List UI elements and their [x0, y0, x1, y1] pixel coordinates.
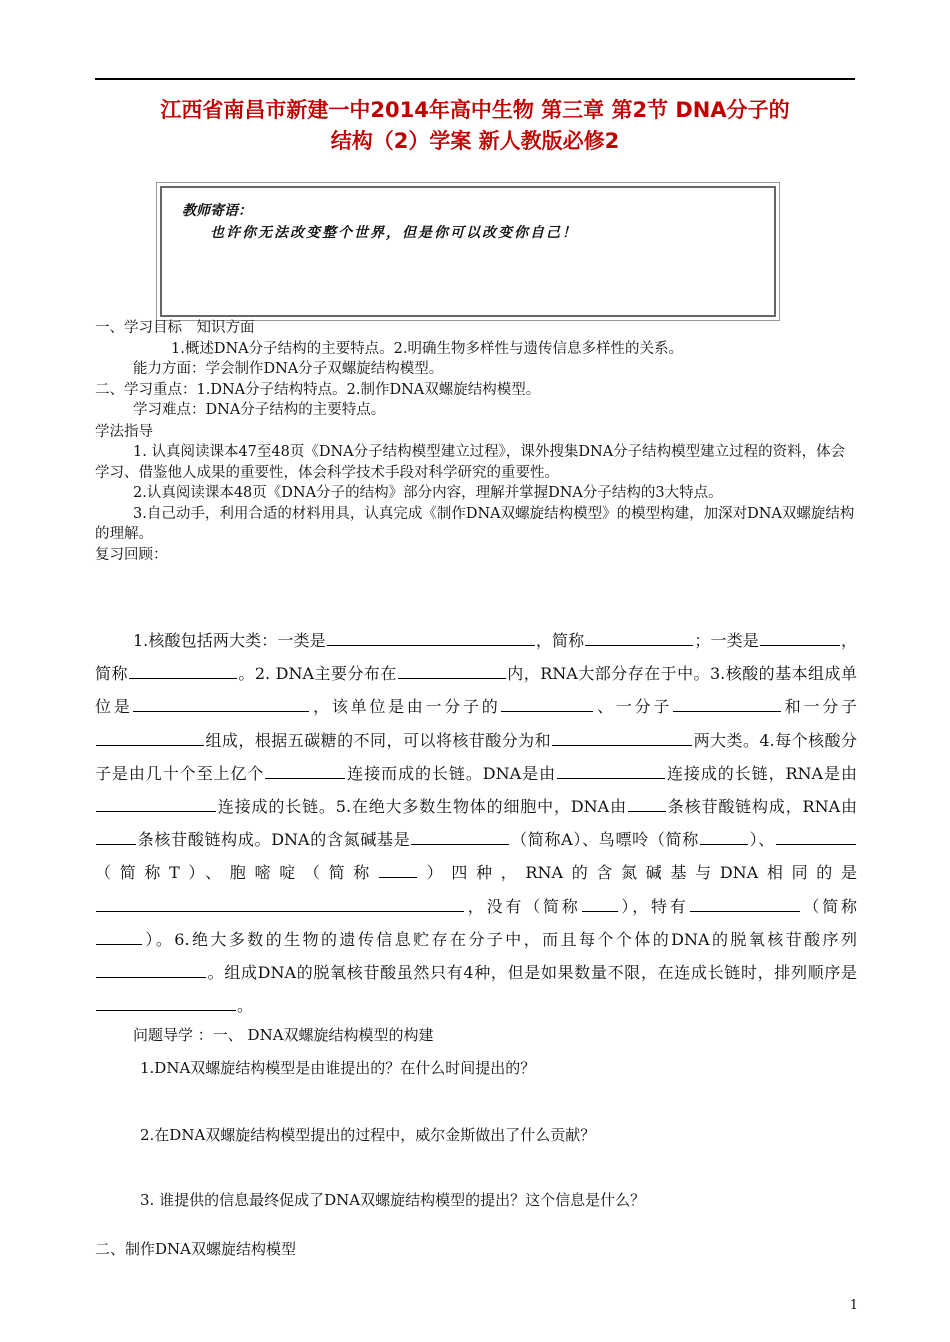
review-text: 连接成的长链，RNA是由: [666, 763, 857, 783]
header-rule: [95, 78, 855, 80]
review-text: 和: [534, 730, 552, 750]
review-text: 。组成DNA的脱氧核苷酸虽然只有4种，但是如果数量不限，在连成长链时，排列顺序是: [207, 963, 857, 983]
fill-blank[interactable]: [96, 829, 136, 845]
fill-blank[interactable]: [133, 696, 309, 712]
review-text: ）四种，RNA的含氮碱基与DNA相同的是: [417, 863, 857, 883]
guide-item-3: 3.自己动手，利用合适的材料用具，认真完成《制作DNA双螺旋结构模型》的模型构建，加深对DNA双螺旋结构的理解。: [95, 505, 855, 542]
document-title: [95, 95, 855, 157]
motto-label: 教师寄语：: [182, 203, 252, 219]
fill-blank[interactable]: [411, 829, 509, 845]
fill-blank[interactable]: [760, 630, 840, 646]
review-section: [95, 624, 857, 1022]
guide-item-2: 2.认真阅读课本48页《DNA分子的结构》部分内容，理解并掌握DNA分子结构的3大特点。: [133, 485, 723, 501]
fill-blank[interactable]: [96, 730, 204, 746]
guide-heading: 学法指导: [95, 423, 153, 440]
review-text: （简称A）、鸟嘌呤（简称: [510, 830, 699, 850]
review-text: （简称T）、胞嘧啶（简称: [95, 863, 378, 883]
review-text: （简称: [800, 896, 857, 916]
review-text: 两大类。4.每个核酸分子是由几十个至上亿个: [95, 730, 857, 783]
fill-blank[interactable]: [96, 995, 236, 1011]
fill-blank[interactable]: [398, 663, 506, 679]
fill-blank[interactable]: [96, 929, 142, 945]
fill-blank[interactable]: [501, 696, 593, 712]
knowledge-objective: 1.概述DNA分子结构的主要特点。2.明确生物多样性与遗传信息多样性的关系。: [171, 340, 683, 357]
objectives-section: [95, 318, 857, 565]
review-text: 条核苷酸链构成。DNA的含氮碱基是: [137, 830, 411, 850]
questions-heading: 问题导学 ：一、 DNA双螺旋结构模型的构建: [133, 1026, 434, 1044]
fill-blank[interactable]: [557, 763, 665, 779]
motto-text: 也许你无法改变整个世界，但是你可以改变你自己！: [210, 225, 578, 241]
page-number: 1: [849, 1298, 858, 1313]
fill-blank[interactable]: [96, 962, 206, 978]
review-text: 内，RNA大部分存在于: [506, 664, 678, 684]
review-text: ，该单位是由一分子的: [310, 697, 501, 717]
question-3: 3. 谁提供的信息最终促成了DNA双螺旋结构模型的提出？这个信息是什么？: [140, 1191, 646, 1209]
fill-blank[interactable]: [582, 896, 618, 912]
review-text: 。2. DNA主要分布在: [237, 664, 397, 684]
fill-blank[interactable]: [265, 763, 345, 779]
objectives-heading: 一、学习目标 知识方面: [95, 320, 255, 336]
question-1: 1.DNA双螺旋结构模型是由谁提出的？在什么时间提出的？: [140, 1059, 536, 1077]
title-line-1: 江西省南昌市新建一中2014年高中生物 第三章 第2节 DNA分子的: [160, 98, 790, 122]
review-text: 组成，根据五碳糖的不同，可以将核苷酸分为: [205, 730, 535, 750]
fill-blank[interactable]: [700, 829, 748, 845]
review-text: 、一分子: [594, 697, 673, 717]
question-2: 2.在DNA双螺旋结构模型提出的过程中，威尔金斯做出了什么贡献？: [140, 1126, 596, 1144]
fill-blank[interactable]: [96, 796, 216, 812]
fill-blank[interactable]: [585, 630, 693, 646]
review-text: 条核苷酸链构成，RNA由: [666, 797, 857, 817]
fill-blank[interactable]: [379, 862, 417, 878]
review-text: ，简称: [95, 631, 857, 684]
teacher-motto-box: [160, 186, 776, 317]
review-text: ，简称: [535, 631, 585, 650]
fill-blank[interactable]: [129, 663, 237, 679]
review-text: 分子中，而且每个个体的DNA的脱氧核苷酸序列: [468, 929, 857, 949]
review-text: 连接成的长链。5.在绝大多数生物体的细胞中，DNA由: [217, 797, 627, 817]
difficulty-points: 学习难点：DNA分子结构的主要特点。: [133, 402, 386, 418]
fill-blank[interactable]: [628, 796, 666, 812]
review-text: 。: [237, 996, 254, 1016]
fill-blank[interactable]: [673, 696, 781, 712]
fill-blank[interactable]: [552, 730, 692, 746]
review-text: ，没有（简称: [465, 896, 581, 916]
section-2-heading: 二、制作DNA双螺旋结构模型: [95, 1240, 296, 1258]
fill-blank[interactable]: [776, 829, 856, 845]
review-text: ）。6.绝大多数的生物的遗传信息贮存在: [143, 929, 469, 949]
review-text: 和一分子: [782, 697, 857, 717]
fill-blank[interactable]: [96, 896, 464, 912]
review-text: 1.核酸包括两大类：一类是: [133, 631, 326, 650]
guide-item-1: 1. 认真阅读课本47至48页《DNA分子结构模型建立过程》，课外搜集DNA分子结构模型建立过程的资料，体会学习、借鉴他人成果的重要性，体会科学技术手段对科学研究的重要性。: [95, 444, 846, 481]
title-line-2: 结构（2）学案 新人教版必修2: [330, 129, 620, 153]
review-text: ；一类是: [694, 631, 759, 650]
review-text: ）、: [748, 830, 775, 850]
review-text: 连接而成的长链。DNA是由: [346, 763, 557, 783]
key-points: 二、学习重点：1.DNA分子结构特点。2.制作DNA双螺旋结构模型。: [95, 381, 541, 398]
review-text: ），特有: [618, 896, 689, 916]
ability-objective: 能力方面：学会制作DNA分子双螺旋结构模型。: [133, 361, 444, 377]
review-text: 中。3.核酸的基本组成单位是: [95, 664, 857, 717]
fill-blank[interactable]: [327, 630, 535, 646]
fill-blank[interactable]: [690, 896, 800, 912]
review-heading: 复习回顾：: [95, 546, 168, 563]
